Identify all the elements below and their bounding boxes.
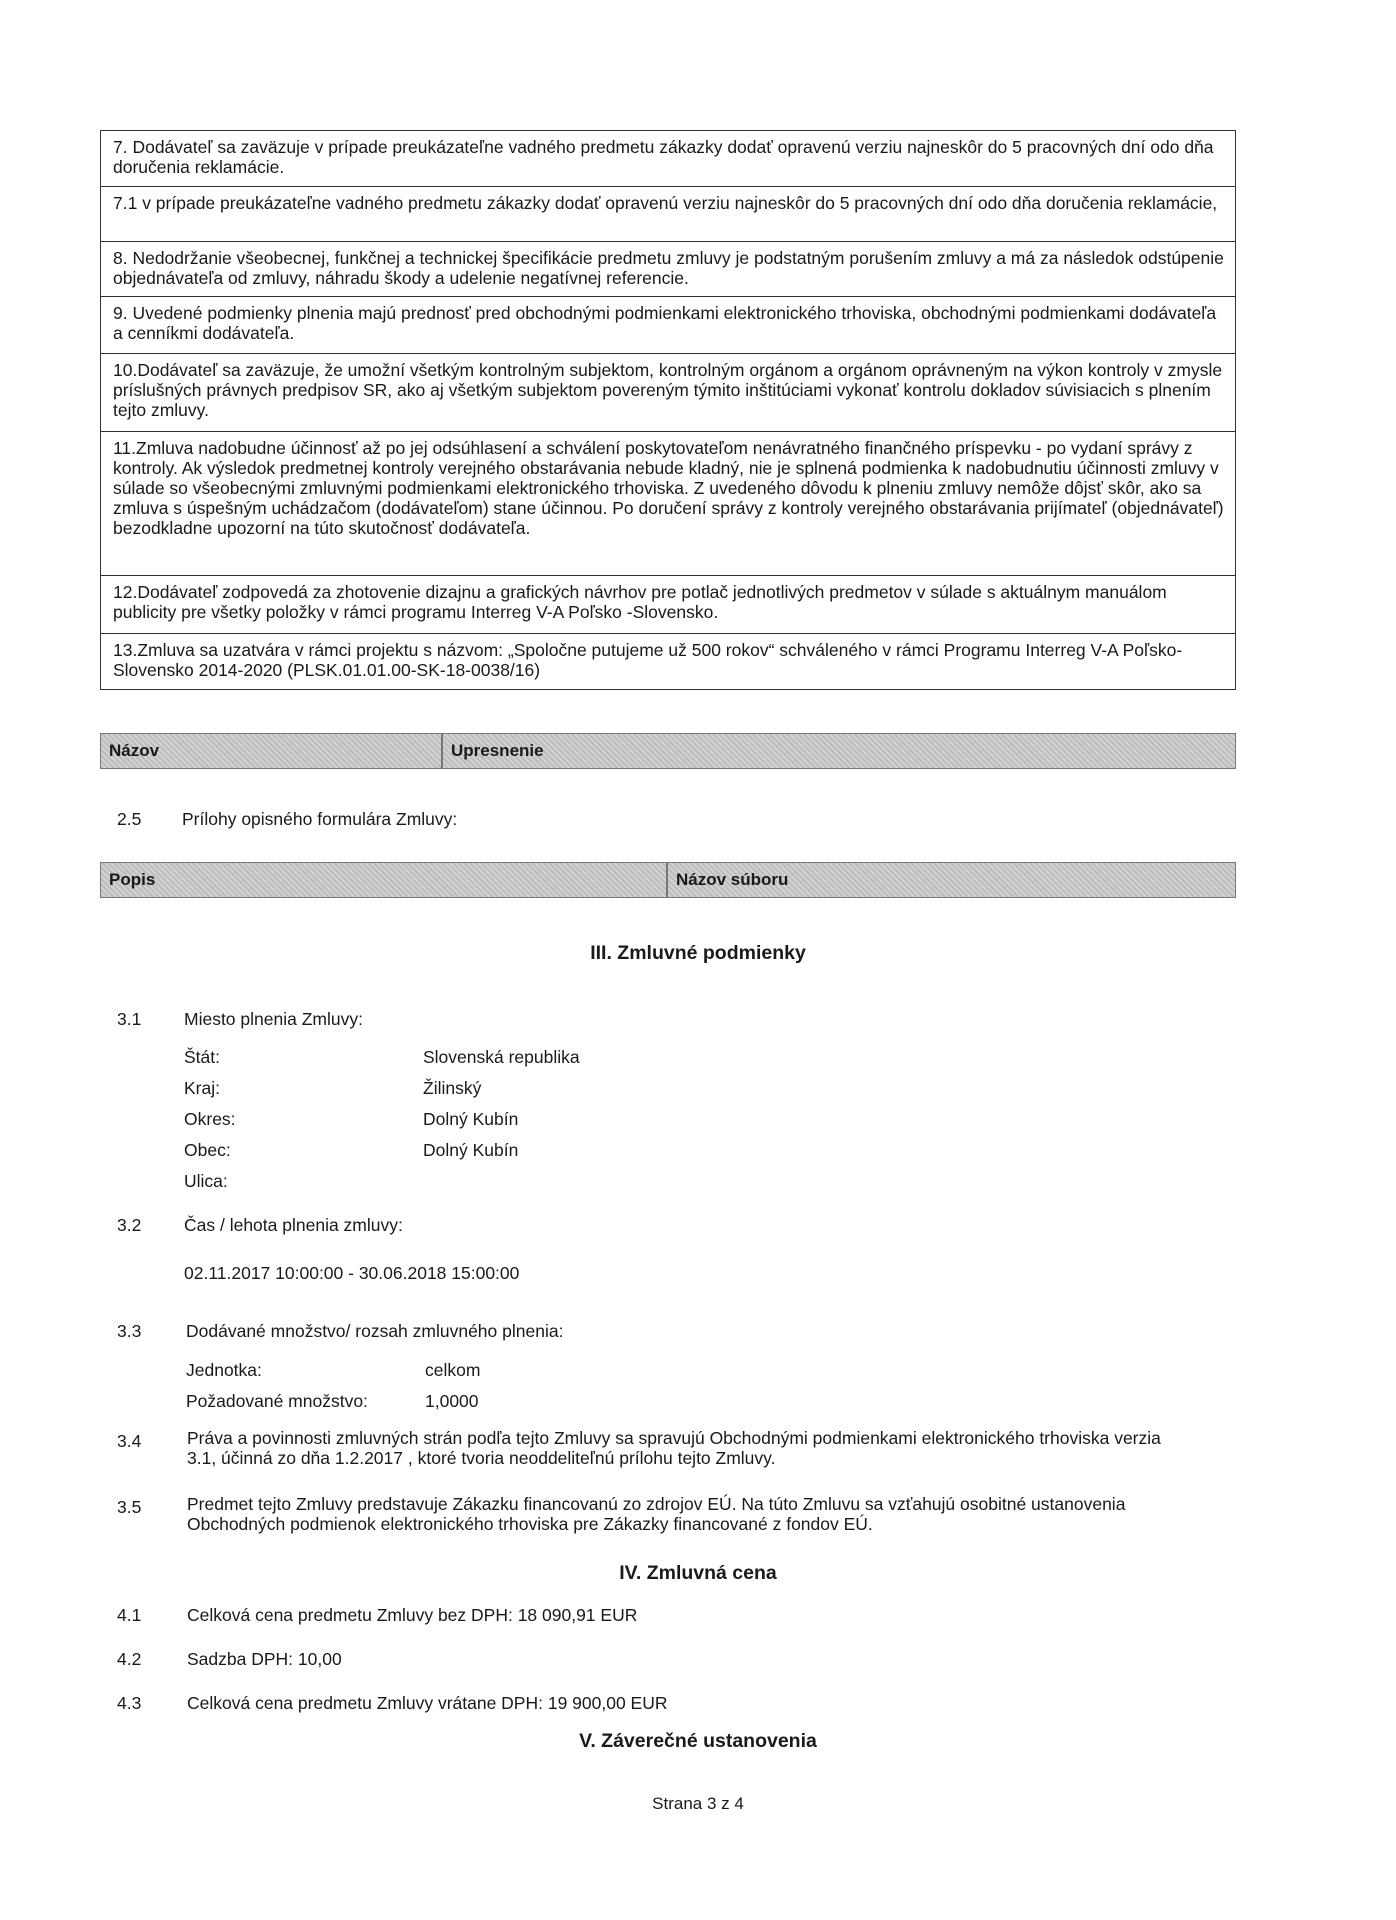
field-value-jednotka: celkom xyxy=(425,1360,481,1380)
field-value-obec: Dolný Kubín xyxy=(423,1140,519,1160)
field-label-stat: Štát: xyxy=(184,1047,220,1067)
field-label-mnozstvo: Požadované množstvo: xyxy=(186,1391,368,1411)
field-value-stat: Slovenská republika xyxy=(423,1047,580,1067)
field-value-mnozstvo: 1,0000 xyxy=(425,1391,479,1411)
attachments-table-header xyxy=(100,862,1236,898)
price-without-vat: Celková cena predmetu Zmluvy bez DPH: 18 090,91 EUR xyxy=(187,1605,638,1625)
clause-11: 11.Zmluva nadobudne účinnosť až po jej odsúhlasení a schválení poskytovateľom nenávratného finančného príspevku - po vydaní správy z kontroly. Ak výsledok predmetnej kontroly verejného obstarávania nebude kladný, nie je splnená podmienka k nadobudnutiu účinnosti zmluvy v súlade so všeobecnými zmluvnými podmienkami elektronického trhoviska. Z uvedeného dôvodu k plneniu zmluvy nemôže dôjsť skôr, ako sa zmluva s úspešným uchádzačom (dodávateľom) stane účinnou. Po doručení správy z kontroly verejného obstarávania prijímateľ (objednávateľ) bezodkladne upozorní na túto skutočnosť dodávateľa. xyxy=(100,432,1236,576)
section-text-3-4: Práva a povinnosti zmluvných strán podľa tejto Zmluvy sa spravujú Obchodnými podmienkami elektronického trhoviska verzia 3.1, účinná zo dňa 1.2.2017 , ktoré tvoria neoddeliteľnú prílohu tejto Zmluvy. xyxy=(187,1428,1161,1468)
section-number: 3.4 xyxy=(117,1431,142,1451)
section-number: 4.1 xyxy=(117,1605,142,1625)
section-number: 2.5 xyxy=(117,809,142,829)
section-text-3-5: Predmet tejto Zmluvy predstavuje Zákazku financovanú zo zdrojov EÚ. Na túto Zmluvu sa vzťahujú osobitné ustanovenia Obchodných podmienok elektronického trhoviska pre Zákazky financované z fondov EÚ. xyxy=(187,1494,1126,1534)
table-name-header xyxy=(100,733,1236,769)
clause-12: 12.Dodávateľ zodpovedá za zhotovenie dizajnu a grafických návrhov pre potlač jednotlivých predmetov v súlade s aktuálnym manuálom publicity pre všetky položky v rámci programu Interreg V-A Poľsko -Slovensko. xyxy=(100,576,1236,634)
clause-8: 8. Nedodržanie všeobecnej, funkčnej a technickej špecifikácie predmetu zmluvy je podstatným porušením zmluvy a má za následok odstúpenie objednávateľa od zmluvy, náhradu škody a udelenie negatívnej referencie. xyxy=(100,242,1236,297)
field-label-kraj: Kraj: xyxy=(184,1078,220,1098)
field-label-ulica: Ulica: xyxy=(184,1171,228,1191)
section-number: 3.2 xyxy=(117,1215,142,1235)
column-header-nazov: Názov xyxy=(109,741,160,760)
field-label-okres: Okres: xyxy=(184,1109,236,1129)
section-label: Dodávané množstvo/ rozsah zmluvného plnenia: xyxy=(186,1321,564,1341)
field-label-obec: Obec: xyxy=(184,1140,231,1160)
section-heading-v: V. Záverečné ustanovenia xyxy=(579,1730,817,1752)
field-label-jednotka: Jednotka: xyxy=(186,1360,262,1380)
section-number: 4.2 xyxy=(117,1649,142,1669)
page-number: Strana 3 z 4 xyxy=(652,1794,744,1813)
section-number: 3.3 xyxy=(117,1321,142,1341)
column-header-nazov-suboru: Názov súboru xyxy=(676,870,789,889)
section-label: Prílohy opisného formulára Zmluvy: xyxy=(182,809,458,829)
section-label: Miesto plnenia Zmluvy: xyxy=(184,1009,363,1029)
section-number: 3.5 xyxy=(117,1497,142,1517)
section-heading-iii: III. Zmluvné podmienky xyxy=(590,942,806,964)
section-number: 3.1 xyxy=(117,1009,142,1029)
clause-9: 9. Uvedené podmienky plnenia majú prednosť pred obchodnými podmienkami elektronického trhoviska, obchodnými podmienkami dodávateľa a cenníkmi dodávateľa. xyxy=(100,297,1236,354)
field-value-kraj: Žilinský xyxy=(423,1078,482,1098)
section-label: Čas / lehota plnenia zmluvy: xyxy=(184,1215,403,1235)
section-heading-iv: IV. Zmluvná cena xyxy=(619,1562,777,1584)
vat-rate: Sadzba DPH: 10,00 xyxy=(187,1649,342,1669)
price-with-vat: Celková cena predmetu Zmluvy vrátane DPH: 19 900,00 EUR xyxy=(187,1693,668,1713)
column-header-upresnenie: Upresnenie xyxy=(451,741,544,760)
section-number: 4.3 xyxy=(117,1693,142,1713)
delivery-period: 02.11.2017 10:00:00 - 30.06.2018 15:00:00 xyxy=(184,1263,520,1283)
column-header-popis: Popis xyxy=(109,870,156,889)
clause-7: 7. Dodávateľ sa zaväzuje v prípade preukázateľne vadného predmetu zákazky dodať opravenú verziu najneskôr do 5 pracovných dní odo dňa doručenia reklamácie. xyxy=(100,131,1236,187)
field-value-okres: Dolný Kubín xyxy=(423,1109,519,1129)
clause-7-1: 7.1 v prípade preukázateľne vadného predmetu zákazky dodať opravenú verziu najneskôr do 5 pracovných dní odo dňa doručenia reklamácie, xyxy=(100,187,1236,242)
clause-10: 10.Dodávateľ sa zaväzuje, že umožní všetkým kontrolným subjektom, kontrolným orgánom a orgánom oprávneným na výkon kontroly v zmysle príslušných právnych predpisov SR, ako aj všetkým subjektom povereným týmito inštitúciami vykonať kontrolu dokladov súvisiacich s plnením tejto zmluvy. xyxy=(100,354,1236,432)
clause-13: 13.Zmluva sa uzatvára v rámci projektu s názvom: „Spoločne putujeme už 500 rokov“ schváleného v rámci Programu Interreg V-A Poľsko-Slovensko 2014-2020 (PLSK.01.01.00-SK-18-0038/16) xyxy=(100,634,1236,690)
conditions-table xyxy=(100,130,1236,690)
